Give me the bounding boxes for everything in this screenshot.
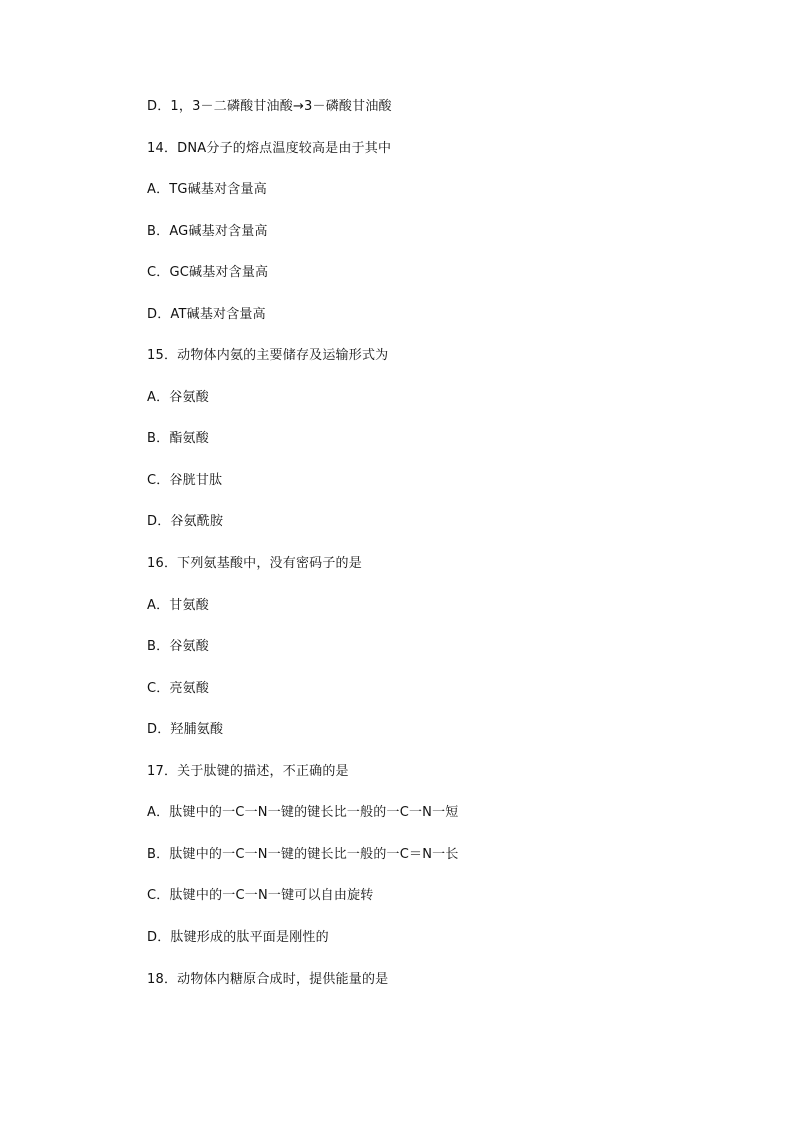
- option-17-d: D．肽键形成的肽平面是刚性的: [147, 930, 329, 945]
- question-18: 18．动物体内糖原合成时，提供能量的是: [147, 972, 389, 987]
- option-15-d: D．谷氨酰胺: [147, 514, 224, 529]
- question-15: 15．动物体内氨的主要储存及运输形式为: [147, 348, 389, 363]
- option-13-d: D．1，3－二磷酸甘油酸→3－磷酸甘油酸: [147, 99, 392, 114]
- question-17: 17．关于肽键的描述，不正确的是: [147, 764, 349, 779]
- option-16-a: A．甘氨酸: [147, 598, 209, 613]
- option-15-c: C．谷胱甘肽: [147, 473, 223, 488]
- option-17-b: B．肽键中的一C一N一键的键长比一般的一C＝N一长: [147, 847, 459, 862]
- question-16: 16．下列氨基酸中，没有密码子的是: [147, 556, 362, 571]
- option-16-b: B．谷氨酸: [147, 639, 209, 654]
- option-14-b: B．AG碱基对含量高: [147, 224, 268, 239]
- question-14: 14．DNA分子的熔点温度较高是由于其中: [147, 141, 392, 156]
- option-15-b: B．酯氨酸: [147, 431, 209, 446]
- option-16-d: D．羟脯氨酸: [147, 722, 224, 737]
- option-15-a: A．谷氨酸: [147, 390, 209, 405]
- option-16-c: C．亮氨酸: [147, 681, 210, 696]
- option-14-a: A．TG碱基对含量高: [147, 182, 267, 197]
- option-14-c: C．GC碱基对含量高: [147, 265, 269, 280]
- option-17-c: C．肽键中的一C一N一键可以自由旋转: [147, 888, 374, 903]
- option-17-a: A．肽键中的一C一N一键的键长比一般的一C一N一短: [147, 805, 459, 820]
- option-14-d: D．AT碱基对含量高: [147, 307, 266, 322]
